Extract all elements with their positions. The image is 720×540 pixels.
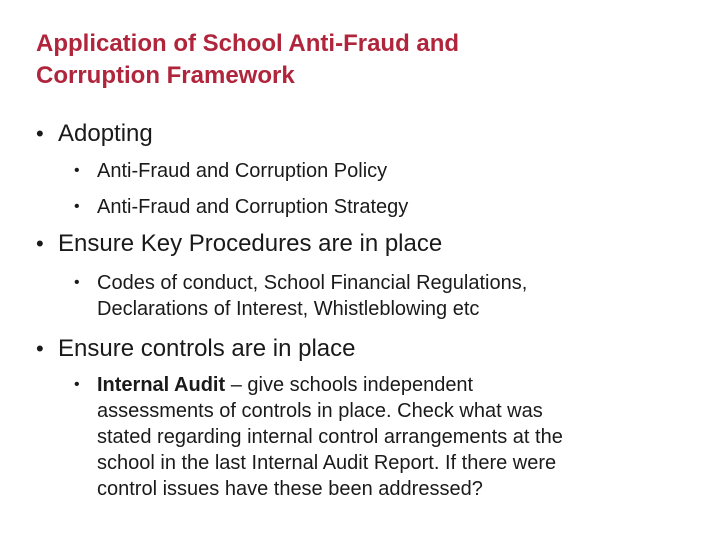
- sub-bullet-text-line: Codes of conduct, School Financial Regulations,: [97, 272, 528, 294]
- bullet-icon: •: [74, 376, 80, 393]
- sub-bullet-lead-line: [97, 372, 674, 398]
- title-line-2: Corruption Framework: [36, 62, 295, 89]
- sub-bullet-policy: [74, 158, 674, 184]
- slide-title: [36, 28, 676, 92]
- bullet-icon: •: [36, 336, 44, 361]
- bullet-icon: •: [74, 198, 80, 215]
- sub-bullet-codes-of-conduct: [74, 270, 674, 322]
- sub-bullet-text-line: school in the last Internal Audit Report. If there were: [97, 452, 557, 474]
- bullet-icon: •: [74, 162, 80, 179]
- bullet-heading: Adopting: [58, 120, 153, 147]
- internal-audit-label: Internal Audit: [97, 374, 226, 396]
- bullet-icon: •: [36, 231, 44, 256]
- sub-bullet-text-line: assessments of controls in place. Check what was: [97, 400, 543, 422]
- sub-bullet-strategy: [74, 194, 674, 220]
- title-line-1: Application of School Anti-Fraud and: [36, 30, 460, 57]
- sub-bullet-text: Anti-Fraud and Corruption Policy: [97, 160, 388, 182]
- sub-bullet-internal-audit: [74, 372, 674, 502]
- sub-bullet-text: Anti-Fraud and Corruption Strategy: [97, 196, 409, 218]
- bullet-heading: Ensure controls are in place: [58, 335, 356, 362]
- sub-bullet-text-line: stated regarding internal control arrangements at the: [97, 426, 563, 448]
- lead-rest-text: – give schools independent: [225, 374, 474, 396]
- bullet-icon: •: [36, 121, 44, 146]
- sub-bullet-text-line: control issues have these been addressed?: [97, 478, 483, 500]
- bullet-icon: •: [74, 274, 80, 291]
- bullet-heading: Ensure Key Procedures are in place: [58, 230, 443, 257]
- sub-bullet-text-line: Declarations of Interest, Whistleblowing etc: [97, 298, 480, 320]
